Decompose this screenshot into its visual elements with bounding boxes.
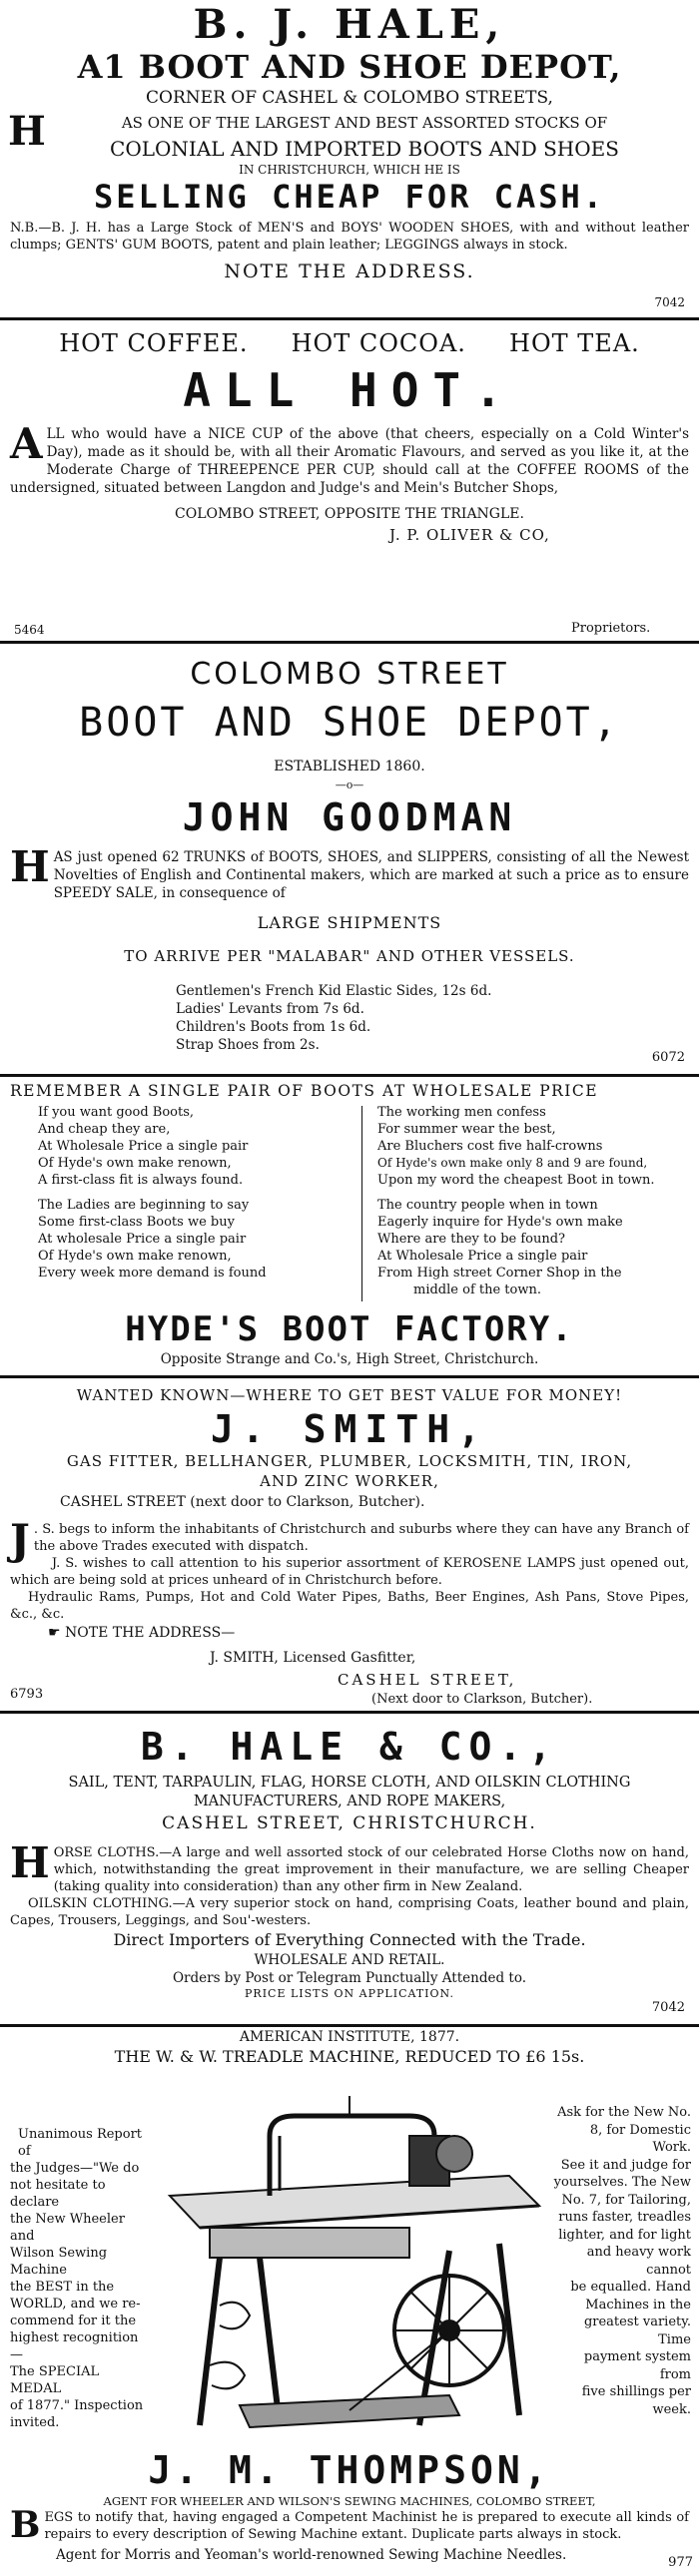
ad6-wholesale: WHOLESALE AND RETAIL. [254,1952,445,1968]
ad2-title: ALL HOT. [183,363,516,417]
ad-john-goodman [0,645,699,1074]
sewing-machine-illustration [150,2076,549,2445]
ad6-body2: OILSKIN CLOTHING.—A very superior stock on hand, comprising Coats, leather bound and plain, Capes, Trousers, Leggings, and Sou'-westers. [10,1896,689,1928]
ad7-headline: THE W. & W. TREADLE MACHINE, REDUCED TO £6 15s. [114,2047,585,2066]
ad1-line2: AS ONE OF THE LARGEST AND BEST ASSORTED STOCKS OF [121,114,608,132]
ad1-title: B. J. HALE, [193,1,506,48]
ad7-body: EGS to notify that, having engaged a Competent Machinist he is prepared to execute all kinds of repairs to every description of Sewing Machine extant. Duplicate parts always in stock. [44,2510,689,2542]
ad2-signature: J. P. OLIVER & CO, [389,526,550,544]
ad-jm-thompson [0,2028,699,2576]
ad3-line1: COLOMBO STREET [190,657,509,692]
ad6-orders: Orders by Post or Telegram Punctually Attended to. [172,1970,527,1986]
divider-6 [0,2024,699,2027]
ad3-item: Ladies' Levants from 7s 6d. [176,1001,364,1017]
ad1-line1: CORNER OF CASHEL & COLOMBO STREETS, [146,88,553,108]
ad4-right-line: The country people when in town [377,1198,598,1213]
column-divider [361,1106,362,1301]
ad4-right-line: From High street Corner Shop in the [377,1266,622,1281]
ad7-right-line: 8, for Domestic Work. [589,2122,691,2155]
ad5-note: ☛ NOTE THE ADDRESS— [48,1625,236,1641]
ad7-right-line: Ask for the New No. [557,2105,691,2120]
ad3-body: AS just opened 62 TRUNKS of BOOTS, SHOES, and SLIPPERS, consisting of all the Newest Novelties of English and Continental makers, which are marked at such a price as to ensure SPEEDY SALE, in consequence of [53,849,689,901]
divider-2 [0,641,699,644]
ad7-left-line: of 1877." Inspection [10,2398,144,2413]
ad4-left-line: Of Hyde's own make renown, [38,1249,232,1264]
ad3-item: Children's Boots from 1s 6d. [176,1019,371,1035]
ad4-right-line: Are Bluchers cost five half-crowns [377,1139,603,1154]
ad7-left-line: WORLD, and we re- [10,2297,141,2312]
ad7-dropcap: B [10,2504,41,2546]
ad7-left-line: The SPECIAL MEDAL [10,2364,100,2396]
ad3-item: Gentlemen's French Kid Elastic Sides, 12s 6d. [176,983,492,999]
ad4-left-line: Some first-class Boots we buy [38,1215,235,1230]
ad3-large: LARGE SHIPMENTS [257,913,442,932]
ad1-number: 7042 [654,295,685,309]
ad5-headline: WANTED KNOWN—WHERE TO GET BEST VALUE FOR MONEY! [76,1386,623,1404]
ad4-right-line: At Wholesale Price a single pair [377,1249,588,1264]
ad5-sig3: (Next door to Clarkson, Butcher). [371,1692,593,1707]
ad7-agent: AGENT FOR WHEELER AND WILSON'S SEWING MACHINES, COLOMBO STREET, [103,2494,596,2508]
ad3-ornament: —o— [335,778,364,791]
ad5-trades1: GAS FITTER, BELLHANGER, PLUMBER, LOCKSMITH, TIN, IRON, [66,1452,633,1470]
ad6-line3: CASHEL STREET, CHRISTCHURCH. [162,1813,537,1833]
ad3-dropcap: H [10,842,50,891]
ad4-left-line: A first-class fit is always found. [38,1173,244,1188]
ad7-right-line: See it and judge for [560,2157,691,2173]
ad7-right-line: be equalled. Hand [570,2280,691,2295]
ad5-number: 6793 [10,1687,44,1702]
ad7-right-line: payment system from [583,2349,691,2382]
ad7-left-line: not hesitate to declare [10,2178,106,2210]
ad2-number: 5464 [14,623,45,637]
ad3-number: 6072 [651,1050,685,1065]
ad5-body2: J. S. wishes to call attention to his superior assortment of KEROSENE LAMPS just opened out, which are being sold at prices unheard of in Christchurch before. [10,1556,689,1588]
ad4-address: Opposite Strange and Co.'s, High Street, Christchurch. [160,1351,539,1367]
ad2-address: COLOMBO STREET, OPPOSITE THE TRIANGLE. [175,506,524,522]
ad1-line3: COLONIAL AND IMPORTED BOOTS AND SHOES [110,137,619,161]
ad7-left-line: Unanimous Report of [18,2127,143,2159]
ad7-institute: AMERICAN INSTITUTE, 1877. [239,2029,460,2045]
ad3-arrive: TO ARRIVE PER "MALABAR" AND OTHER VESSELS. [124,947,575,965]
ad7-right-line: yourselves. The New [553,2175,691,2190]
ad7-left-line: commend for it the [10,2314,137,2328]
ad4-left-line: At wholesale Price a single pair [38,1232,247,1247]
ad-bj-hale [0,0,699,317]
ad-hydes-boot-factory [0,1078,699,1373]
ad7-right-line: runs faster, treadles [558,2210,691,2225]
ad2-dropcap: A [10,419,43,468]
ad6-dropcap: H [10,1838,50,1887]
ad7-left-line: the Judges—"We do [10,2161,140,2176]
ad4-right-line: The working men confess [377,1105,546,1120]
ad4-left-line: The Ladies are beginning to say [38,1198,250,1213]
ad1-subtitle: A1 BOOT AND SHOE DEPOT, [77,48,622,86]
ad3-line2: BOOT AND SHOE DEPOT, [79,700,620,746]
ad6-importers: Direct Importers of Everything Connected with the Trade. [113,1930,586,1949]
divider-4 [0,1375,699,1378]
ad7-title: J. M. THOMPSON, [148,2448,551,2492]
divider-1 [0,317,699,320]
ad1-nb: N.B.—B. J. H. has a Large Stock of MEN'S and BOYS' WOODEN SHOES, with and without leather clumps; GENTS' GUM BOOTS, patent and plain leather; LEGGINGS always in stock. [10,221,689,253]
ad5-sig1: J. SMITH, Licensed Gasfitter, [210,1650,416,1666]
ad7-agent2: Agent for Morris and Yeoman's world-renowned Sewing Machine Needles. [56,2547,567,2563]
divider-3 [0,1074,699,1077]
ad4-right-line: middle of the town. [413,1283,541,1297]
ad7-right-line: greatest variety. Time [583,2315,691,2347]
ad3-item: Strap Shoes from 2s. [176,1037,320,1053]
divider-5 [0,1711,699,1714]
ad4-left-line: And cheap they are, [38,1122,171,1137]
ad6-price: PRICE LISTS ON APPLICATION. [245,1987,454,2000]
ad6-line1: SAIL, TENT, TARPAULIN, FLAG, HORSE CLOTH, AND OILSKIN CLOTHING [68,1775,631,1791]
ad5-trades2: AND ZINC WORKER, [260,1472,439,1490]
ad2-body: LL who would have a NICE CUP of the above (that cheers, especially on a Cold Winter's Day), made as it should be, with all their Aromatic Flavours, and served as you like it, at the Moderate Charge of THREEPENCE PER CUP, should call at the COFFEE ROOMS of the undersigned, situated between Langdon and Judge's and Mein's Butcher Shops, [10,426,689,496]
ad4-right-line: Of Hyde's own make only 8 and 9 are found, [377,1156,648,1170]
ad6-line2: MANUFACTURERS, AND ROPE MAKERS, [193,1794,506,1809]
ad7-right-line: No. 7, for Tailoring, [561,2192,691,2208]
ad6-body1: ORSE CLOTHS.—A large and well assorted stock of our celebrated Horse Cloths now on hand, which, notwithstanding the great improvement in their manufacture, we are selling Cheaper (taking quality into consideration) than any other firm in New Zealand. [53,1845,689,1894]
ad4-left-line: Every week more demand is found [38,1266,267,1281]
ad6-number: 7042 [651,2000,685,2015]
ad7-right-line: Machines in the [585,2297,691,2313]
ad1-line4: IN CHRISTCHURCH, WHICH HE IS [239,163,460,177]
ad7-right-line: five shillings per week. [581,2384,691,2417]
ad2-proprietors: Proprietors. [571,621,651,636]
ad4-right-line: For summer wear the best, [377,1122,556,1137]
ad-all-hot [0,321,699,641]
ad7-right-line: and heavy work cannot [586,2245,691,2278]
ad4-right-line: Upon my word the cheapest Boot in town. [377,1173,655,1188]
ad7-number: 977 [668,2555,693,2570]
ad6-title: B. HALE & CO., [140,1725,559,1769]
ad7-left-line: the BEST in the [10,2280,115,2295]
ad-b-hale-co [0,1715,699,2022]
ad1-dropcap: H [8,108,46,155]
ad5-sig2: CASHEL STREET, [338,1671,517,1689]
ad5-address: CASHEL STREET (next door to Clarkson, Butcher). [60,1494,425,1510]
ad7-left-line: Wilson Sewing Machine [10,2246,108,2278]
ad2-headline: HOT COFFEE. HOT COCOA. HOT TEA. [59,329,640,357]
ad4-title: HYDE'S BOOT FACTORY. [125,1309,574,1349]
ad1-line5: SELLING CHEAP FOR CASH. [93,178,606,216]
ad5-dropcap: J [10,1515,30,1564]
ad5-title: J. SMITH, [211,1407,488,1451]
ad7-left-line: invited. [10,2415,60,2430]
ad7-left-line: the New Wheeler and [10,2212,125,2244]
ad7-right-line: lighter, and for light [558,2227,691,2243]
ad4-left-line: If you want good Boots, [38,1105,195,1120]
ad3-name: JOHN GOODMAN [182,795,517,839]
ad4-right-line: Eagerly inquire for Hyde's own make [377,1215,623,1230]
ad5-body3: Hydraulic Rams, Pumps, Hot and Cold Water Pipes, Baths, Beer Engines, Ash Pans, Stove Pipes, &c., &c. [10,1590,689,1622]
ad-j-smith [0,1379,699,1711]
ad3-established: ESTABLISHED 1860. [274,759,425,774]
ad4-left-line: Of Hyde's own make renown, [38,1156,232,1171]
ad4-right-line: Where are they to be found? [377,1232,566,1247]
ad4-left-line: At Wholesale Price a single pair [38,1139,249,1154]
ad5-body1: . S. begs to inform the inhabitants of Christchurch and suburbs where they can have any Branch of the above Trades executed with dispatch. [33,1522,689,1554]
ad4-headline: REMEMBER A SINGLE PAIR OF BOOTS AT WHOLESALE PRICE [10,1082,599,1100]
ad7-left-line: highest recognition— [10,2330,139,2362]
ad1-note: NOTE THE ADDRESS. [224,260,475,282]
